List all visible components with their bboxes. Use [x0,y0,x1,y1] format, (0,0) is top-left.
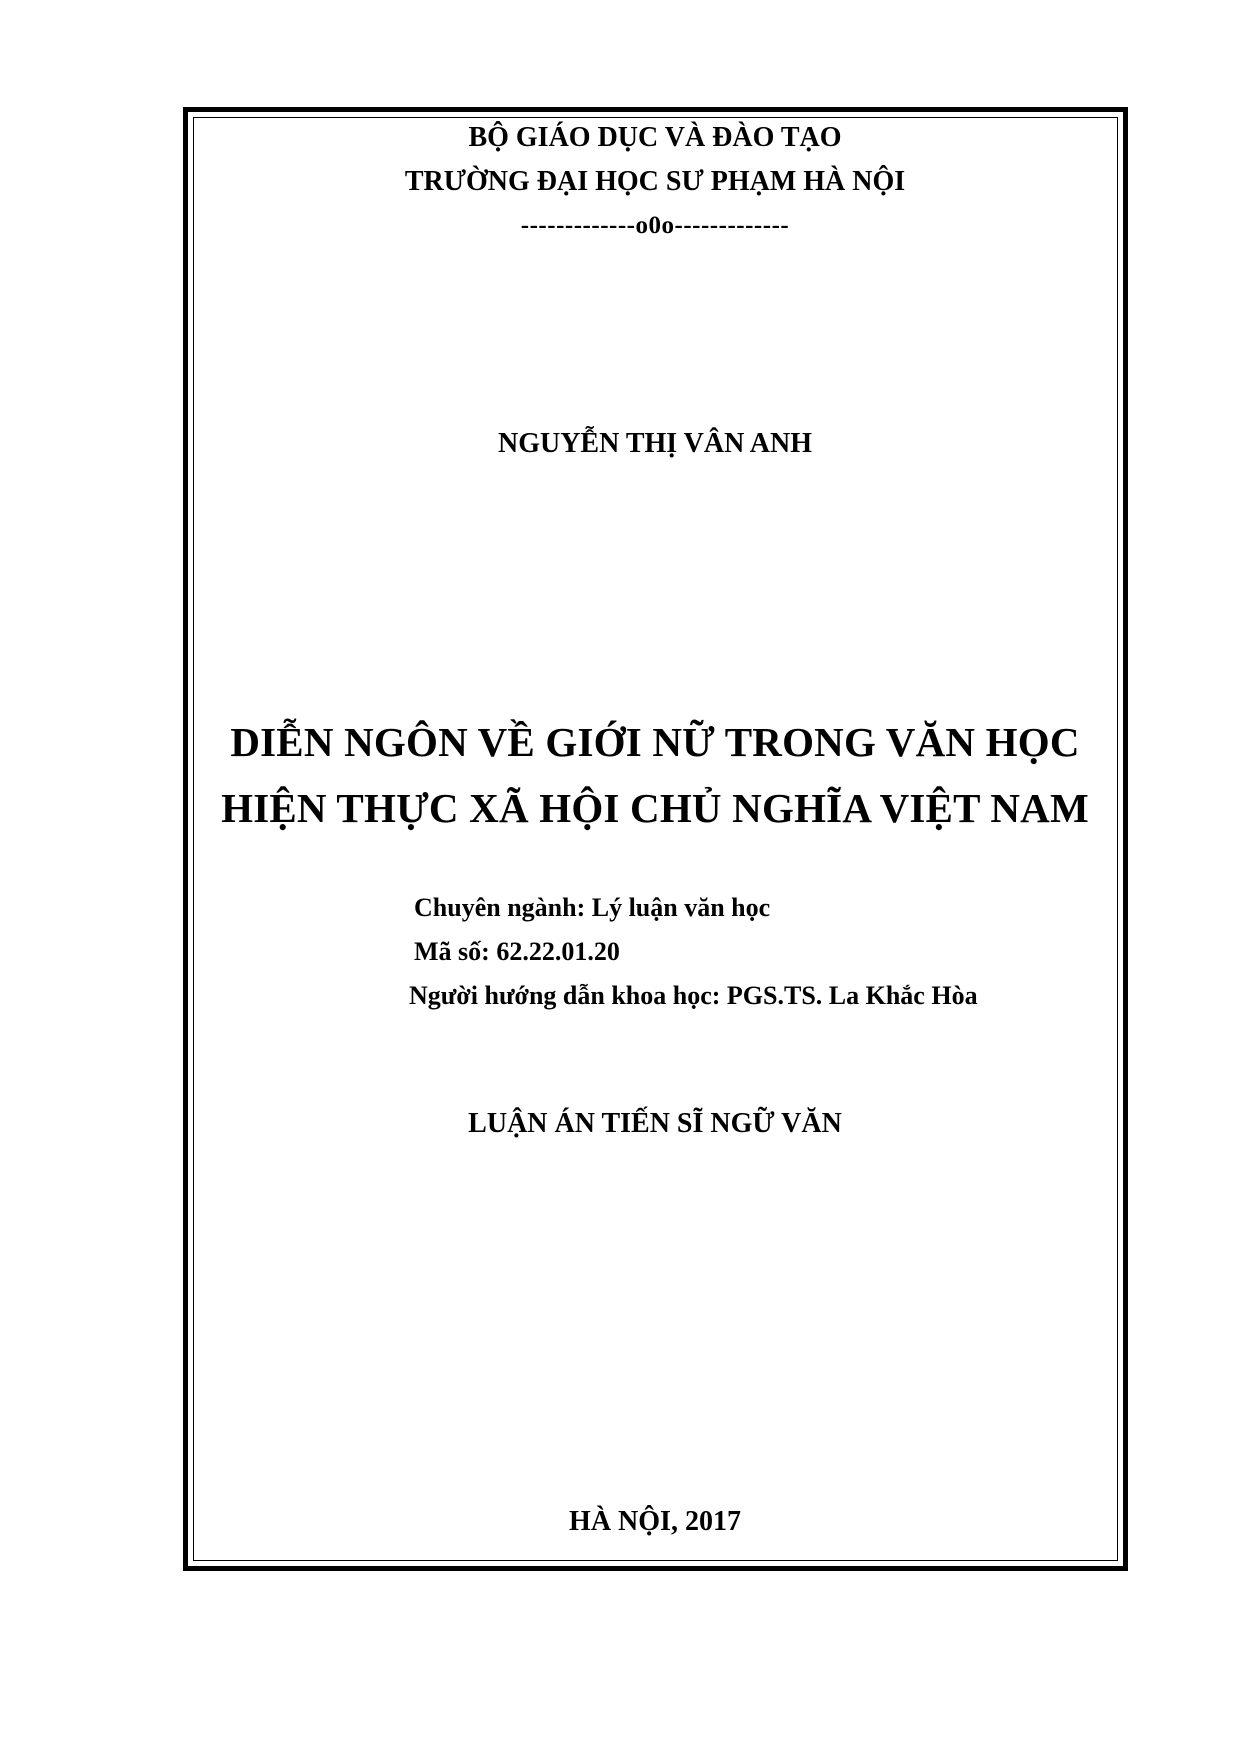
ministry-name: BỘ GIÁO DỤC VÀ ĐÀO TẠO [468,122,842,153]
code-field: Mã số: 62.22.01.20 [414,937,620,966]
advisor-field: Người hướng dẫn khoa học: PGS.TS. La Khắc Hòa [409,981,978,1010]
thesis-title-line-1: DIỄN NGÔN VỀ GIỚI NỮ TRONG VĂN HỌC [230,719,1080,765]
major-field: Chuyên ngành: Lý luận văn học [414,893,771,922]
author-name: NGUYỄN THỊ VÂN ANH [497,428,812,459]
degree-type: LUẬN ÁN TIẾN SĨ NGỮ VĂN [468,1108,842,1139]
header-separator: -------------o0o------------- [520,212,790,239]
page-border-inner [193,117,1118,1561]
university-name: TRƯỜNG ĐẠI HỌC SƯ PHẠM HÀ NỘI [404,166,906,197]
place-year: HÀ NỘI, 2017 [569,1506,741,1537]
thesis-title-line-2: HIỆN THỰC XÃ HỘI CHỦ NGHĨA VIỆT NAM [221,785,1089,831]
